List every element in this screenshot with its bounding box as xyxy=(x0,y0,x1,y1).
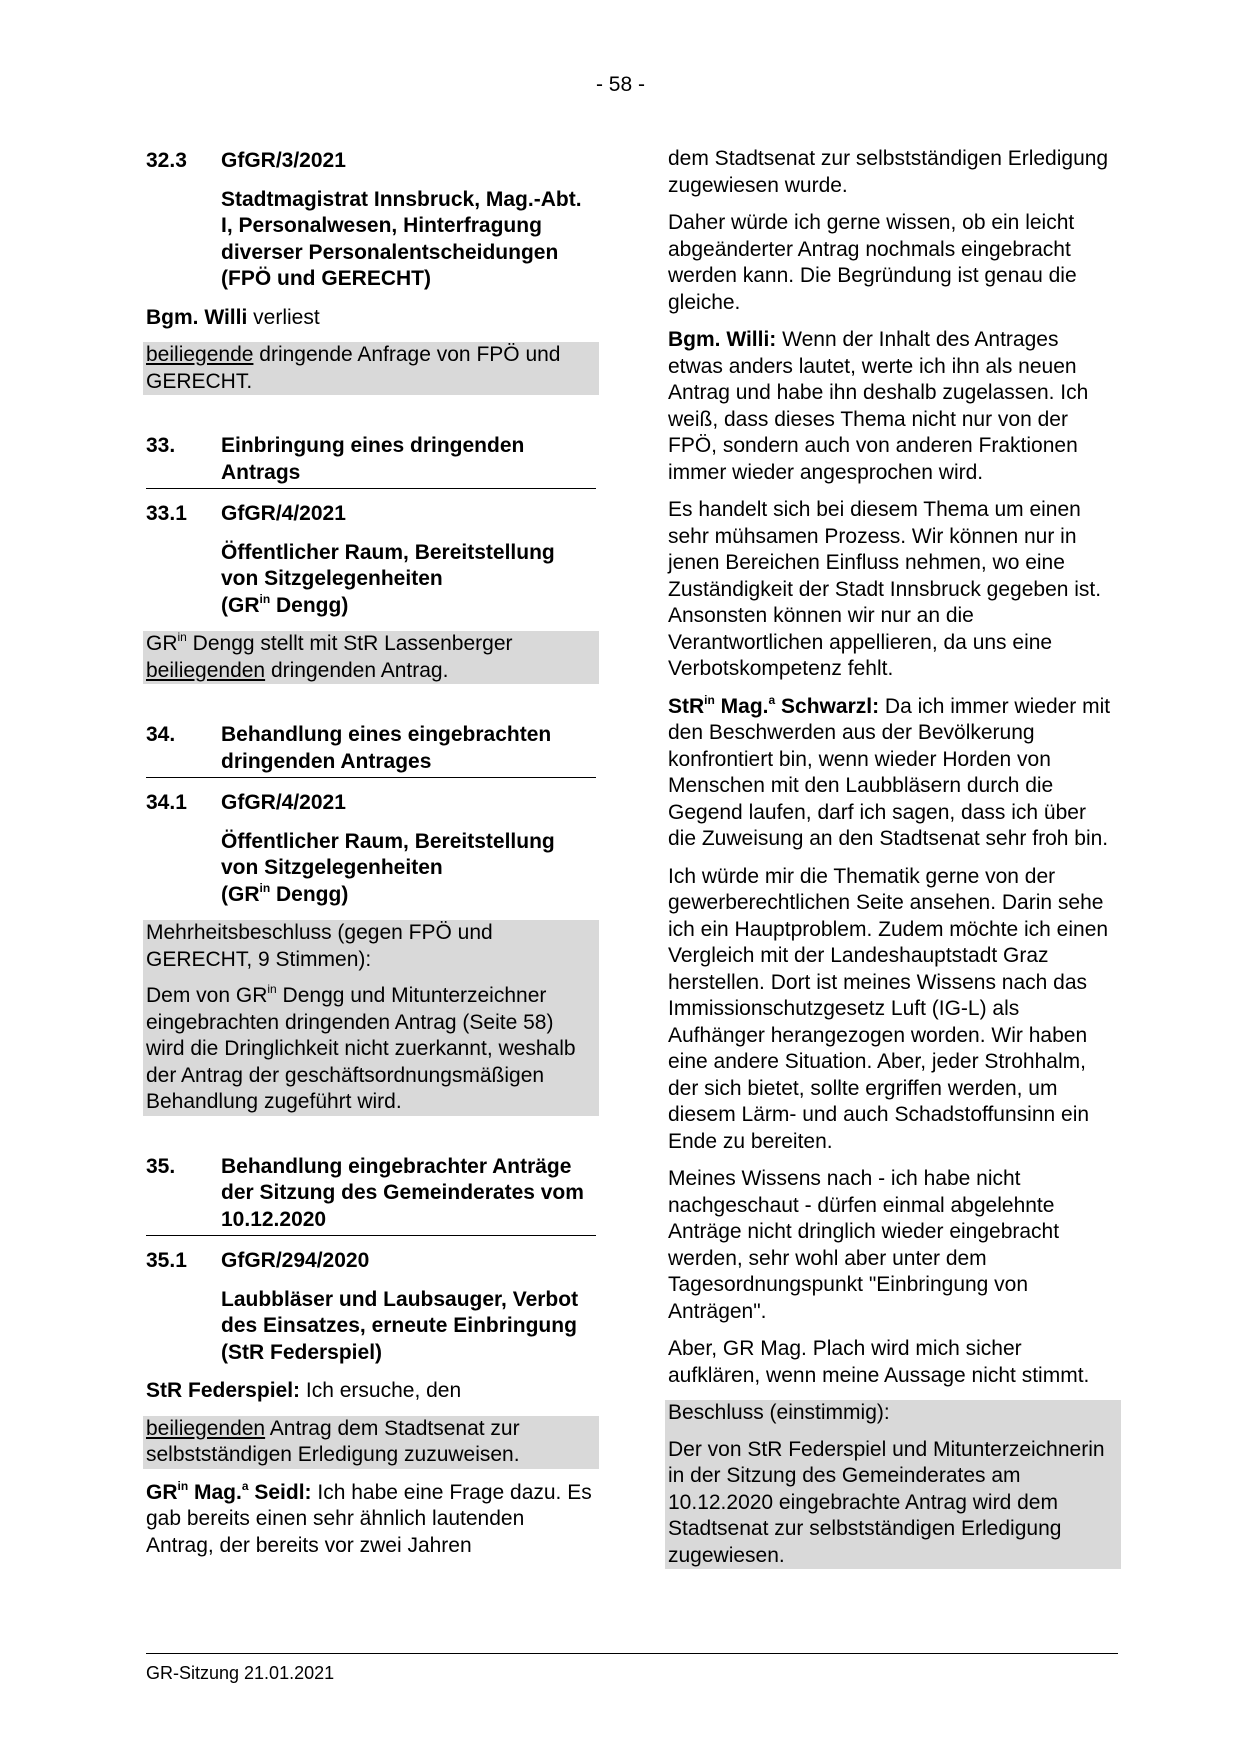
speaker-name: $GR^{in}$ Mag.$^a$ Seidl: xyxy=(146,1478,312,1504)
speaker-name: Bgm. Willi xyxy=(146,305,248,329)
paragraph: Aber, GR Mag. Plach wird mich sicher aufklären, wenn meine Aussage nicht stimmt. xyxy=(668,1337,1090,1387)
attachment-link[interactable]: beiliegenden xyxy=(146,1416,266,1440)
grey-box-33-1: $GR^{in}$ Dengg stellt mit StR Lassenberger beiliegenden dringenden Antrag. xyxy=(143,631,599,684)
resolution-text: Der von StR Federspiel und Mitunterzeichnerin in der Sitzung des Gemeinderates am 10.12.2020 eingebrachte Antrag wird dem Stadtsenat zur selbstständigen Erledigung zugewiesen. xyxy=(668,1437,1105,1567)
grey-box-35-1: beiliegenden Antrag dem Stadtsenat zur selbstständigen Erledigung zuzuweisen. xyxy=(143,1416,599,1469)
section-title: Behandlung eingebrachter Anträge der Sitzung des Gemeinderates vom 10.12.2020 xyxy=(221,1154,584,1231)
footer-rule xyxy=(146,1653,1118,1654)
section-number: 35. xyxy=(146,1154,176,1178)
speaker-seidl: $GR^{in}$ Mag.$^a$ Seidl: Ich habe eine Frage dazu. Es gab bereits einen sehr ähnlich lautenden Antrag, der bereits vor zwei Jahren xyxy=(146,1478,592,1557)
heading-33-1 xyxy=(146,501,596,528)
heading-35 xyxy=(146,1154,596,1237)
section-number: 33.1 xyxy=(146,502,187,525)
resolution-label: Mehrheitsbeschluss (gegen FPÖ und GERECHT, 9 Stimmen): xyxy=(146,921,493,971)
section-title-32-3: Stadtmagistrat Innsbruck, Mag.-Abt. I, Personalwesen, Hinterfragung diverser Personalentscheidungen (FPÖ und GERECHT) xyxy=(221,187,582,290)
grey-box-resolution xyxy=(665,1400,1121,1569)
heading-34 xyxy=(146,722,596,778)
section-title-35-1: Laubbläser und Laubsauger, Verbot des Einsatzes, erneute Einbringung (StR Federspiel) xyxy=(221,1287,579,1364)
speaker-name: Bgm. Willi: xyxy=(668,328,777,351)
heading-34-1 xyxy=(146,790,596,817)
speaker-name: StR$^{in}$ Mag.$^a$ Schwarzl: xyxy=(668,692,880,718)
section-code: GfGR/294/2020 xyxy=(221,1249,370,1272)
heading-32-3 xyxy=(146,148,596,175)
section-code: GfGR/4/2021 xyxy=(221,791,346,814)
attachment-link[interactable]: beiliegenden xyxy=(146,658,266,682)
page-number: - 58 - xyxy=(595,73,645,96)
heading-33 xyxy=(146,433,596,489)
paragraph: dem Stadtsenat zur selbstständigen Erledigung zugewiesen wurde. xyxy=(668,147,1109,197)
speaker-line-35-1: StR Federspiel: Ich ersuche, den xyxy=(146,1379,462,1402)
resolution-text: Dem von $GR^{in}$ Dengg und Mitunterzeichner eingebrachten dringenden Antrag (Seite 58) wird die Dringlichkeit nicht zuerkannt, weshalb der Antrag der geschäftsordnungsmäßigen Behandlung zugeführt wird. xyxy=(146,982,576,1113)
section-code: GfGR/4/2021 xyxy=(221,502,346,525)
section-number: 33. xyxy=(146,434,176,457)
attachment-link[interactable]: beiliegende xyxy=(146,343,254,366)
section-number: 34.1 xyxy=(146,791,187,814)
speaker-willi: Bgm. Willi: Wenn der Inhalt des Antrages etwas anders lautet, werte ich ihn als neuen Antrag und habe ihn deshalb zugelassen. Ich weiß, dass dieses Thema nicht nur von der FPÖ, sondern auch von anderen Fraktionen immer wieder angesprochen wird. xyxy=(668,328,1089,484)
resolution-label: Beschluss (einstimmig): xyxy=(668,1401,890,1424)
section-title-34-1: Öffentlicher Raum, Bereitstellung von Sitzgelegenheiten ($GR^{in}$ Dengg) xyxy=(221,829,555,906)
right-column xyxy=(668,146,1118,1580)
section-code: GfGR/3/2021 xyxy=(221,149,346,172)
footer-text: GR-Sitzung 21.01.2021 xyxy=(146,1663,335,1683)
grey-box-34-1 xyxy=(143,920,599,1116)
heading-35-1 xyxy=(146,1248,596,1275)
speaker-schwarzl: StR$^{in}$ Mag.$^a$ Schwarzl: Da ich immer wieder mit den Beschwerden aus der Bevölkerung konfrontiert bin, wenn wieder Horden von Menschen mit den Laubbläsern durch die Gegend laufen, darf ich sagen, dass ich über die Zuweisung an den Stadtsenat sehr froh bin. xyxy=(668,692,1111,850)
section-number: 35.1 xyxy=(146,1249,187,1272)
paragraph: Ich würde mir die Thematik gerne von der gewerberechtlichen Seite ansehen. Darin sehe ich ein Hauptproblem. Zudem möchte ich einen Vergleich mit der Landeshauptstadt Graz herstellen. Dort ist meines Wissens nach das Immissionschutzgesetz Luft (IG-L) als Aufhänger herangezogen worden. Wir haben eine andere Situation. Aber, jeder Strohhalm, der sich bietet, sollte ergriffen werden, um diesem Lärm- und auch Schadstoffunsinn ein Ende zu bereiten. xyxy=(668,864,1109,1153)
section-number: 34. xyxy=(146,723,176,746)
left-column xyxy=(146,148,596,1570)
section-number: 32.3 xyxy=(146,149,187,172)
paragraph: Es handelt sich bei diesem Thema um einen sehr mühsamen Prozess. Wir können nur in jenen Bereichen Einfluss nehmen, wo eine Zuständigkeit der Stadt Innsbruck gegeben ist. Ansonsten können wir nur an die Verantwortlichen appellieren, da uns eine Verbotskompetenz fehlt. xyxy=(668,498,1102,680)
paragraph: Daher würde ich gerne wissen, ob ein leicht abgeänderter Antrag nochmals eingebracht werden kann. Die Begründung ist genau die gleiche. xyxy=(668,211,1077,314)
section-title: Einbringung eines dringenden Antrags xyxy=(221,434,525,484)
speaker-name: StR Federspiel: xyxy=(146,1379,301,1402)
section-title-33-1: Öffentlicher Raum, Bereitstellung von Sitzgelegenheiten ($GR^{in}$ Dengg) xyxy=(221,540,555,617)
grey-box-32-3: beiliegende dringende Anfrage von FPÖ und GERECHT. xyxy=(143,342,599,395)
section-title: Behandlung eines eingebrachten dringenden Antrages xyxy=(221,723,552,773)
speaker-line-32-3: Bgm. Willi verliest xyxy=(146,305,320,329)
paragraph: Meines Wissens nach - ich habe nicht nachgeschaut - dürfen einmal abgelehnte Anträge nicht dringlich wieder eingebracht werden, sehr wohl aber unter dem Tagesordnungspunkt "Einbringung von Anträgen". xyxy=(668,1167,1060,1323)
